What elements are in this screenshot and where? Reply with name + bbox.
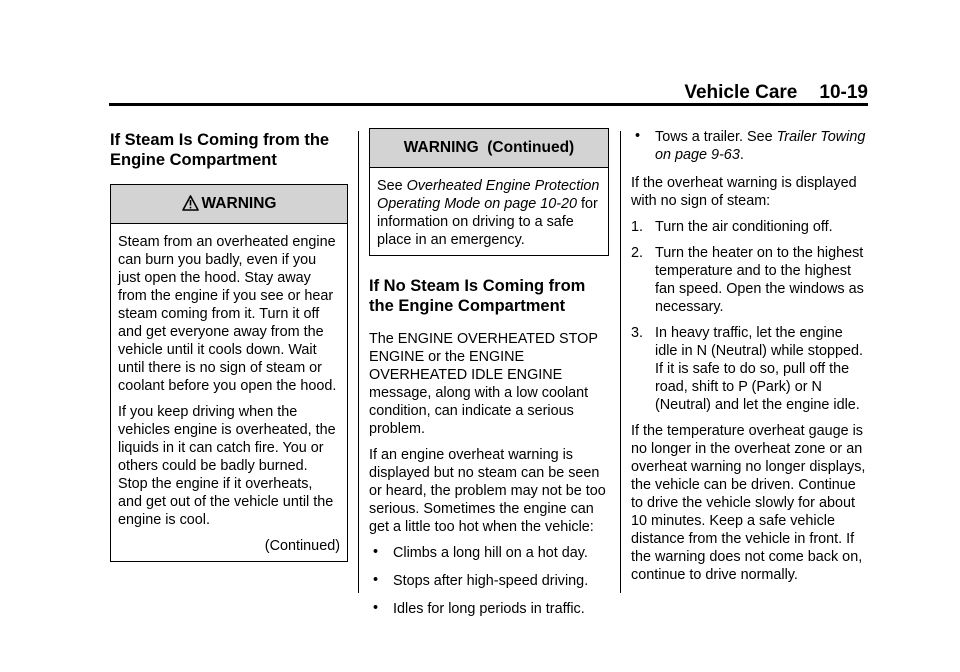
warning-paragraph: [377, 177, 601, 249]
step-text: In heavy traffic, let the engine idle in N (Neutral) while stopped. If it is safe to do so, pull off the road, shift to P (Park) or N (Neutral) and let the engine idle.: [655, 325, 863, 413]
cross-reference-link[interactable]: Trailer Towing on page 9-63: [655, 129, 866, 163]
list-item-punct: .: [739, 147, 744, 163]
warning-body: [111, 224, 347, 561]
warning-paragraph: Steam from an overheated engine can burn you badly, even if you just open the hood. Stay away from the engine if you see or hear steam coming from it. Turn it off and get everyone away from the vehicle until it cools down. Wait until there is no sign of steam or coolant before you open the hood.: [118, 234, 337, 394]
section-heading: If Steam Is Coming from the Engine Compartment: [110, 131, 330, 169]
numbered-step: [631, 324, 869, 414]
warning-body: [370, 168, 608, 255]
warning-box-continued: [369, 128, 609, 256]
body-paragraph: If the temperature overheat gauge is no longer in the overheat zone or an overheat warning no longer displays, the vehicle can be driven. Continue to drive the vehicle slowly for about 10 minutes. Keep a safe vehicle distance from the vehicle in front. If the warning does not come back on, continue to drive normally.: [631, 423, 866, 583]
warning-title: WARNING: [201, 195, 277, 212]
section-title: Vehicle Care: [684, 82, 798, 103]
bullet-icon: •: [635, 128, 641, 144]
step-number: 2.: [631, 245, 644, 261]
running-header: [684, 82, 868, 104]
column-1: [110, 128, 348, 562]
list-item-text: Tows a trailer. See: [655, 129, 773, 145]
list-item: [369, 544, 609, 562]
list-item: [369, 572, 609, 590]
column-3: [631, 128, 869, 592]
list-item-text: Climbs a long hill on a hot day.: [393, 545, 588, 561]
warning-title: WARNING (Continued): [403, 139, 575, 156]
list-item: [369, 600, 609, 618]
list-item-text: Stops after high-speed driving.: [393, 573, 589, 589]
list-item-text: Idles for long periods in traffic.: [393, 601, 585, 617]
warning-header: [370, 129, 608, 168]
numbered-step: [631, 244, 869, 316]
step-number: 1.: [631, 219, 644, 235]
cross-reference-link[interactable]: Overheated Engine Protection Operating Mode on page 10-20: [377, 178, 600, 212]
see-text: See: [377, 178, 403, 194]
body-paragraph: If an engine overheat warning is displayed but no steam can be seen or heard, the problem may not be too serious. Sometimes the engine can get a little too hot when the vehicle:: [369, 447, 606, 535]
bullet-icon: •: [373, 572, 379, 588]
warning-paragraph: If you keep driving when the vehicles engine is overheated, the liquids in it can catch fire. You or others could be badly burned. Stop the engine if it overheats, and get out of the vehicle until the engine is cool.: [118, 404, 336, 528]
warning-box: [110, 184, 348, 562]
page-number: 10-19: [819, 82, 868, 103]
warning-text: for information on driving to a safe place in an emergency.: [377, 196, 598, 248]
bullet-icon: •: [373, 600, 379, 616]
warning-triangle-icon: [182, 188, 199, 226]
step-number: 3.: [631, 325, 644, 341]
header-rule: [109, 103, 868, 106]
body-paragraph: The ENGINE OVERHEATED STOP ENGINE or the ENGINE OVERHEATED IDLE ENGINE message, along with a low coolant condition, can indicate a serious problem.: [369, 331, 598, 437]
step-text: Turn the heater on to the highest temperature and to the highest fan speed. Open the windows as necessary.: [655, 245, 864, 315]
column-2: [369, 128, 609, 628]
section-heading: If No Steam Is Coming from the Engine Compartment: [369, 277, 586, 315]
column-divider: [358, 131, 359, 593]
numbered-step: [631, 218, 869, 236]
step-text: Turn the air conditioning off.: [655, 219, 833, 235]
body-paragraph: If the overheat warning is displayed with no sign of steam:: [631, 175, 857, 209]
column-divider: [620, 131, 621, 593]
continued-label: (Continued): [264, 538, 340, 554]
list-item: [631, 128, 869, 164]
warning-header: [111, 185, 347, 224]
bullet-icon: •: [373, 544, 379, 560]
